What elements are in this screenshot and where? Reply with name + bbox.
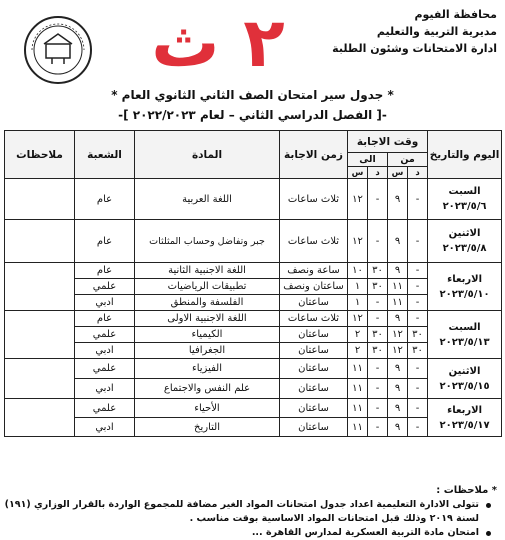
from-min-cell: - [408,220,428,263]
to-hour-cell: ١ [348,295,368,311]
to-hour-cell: ١ [348,279,368,295]
from-min-cell: - [408,418,428,437]
subject-cell: الفلسفة والمنطق [135,295,280,311]
branch-cell: علمي [75,327,135,343]
from-min-cell: - [408,399,428,418]
unit-min: د [408,167,428,179]
day-date-cell: الاثنين ٢٠٢٣/٥/٨ [428,220,502,263]
to-hour-cell: ١٠ [348,263,368,279]
subject-cell: الأحياء [135,399,280,418]
note-item [8,526,497,540]
col-answer-time: وقت الاجابة [348,131,428,153]
to-hour-cell: ١٢ [348,311,368,327]
subject-cell: علم النفس والاجتماع [135,379,280,399]
table-row [5,379,502,399]
day-date-cell: الاربعاء ٢٠٢٣/٥/١٧ [428,399,502,437]
subject-cell: جبر وتفاضل وحساب المثلثات [135,220,280,263]
from-min-cell: - [408,179,428,220]
notes-cell [5,311,75,359]
to-min-cell: - [368,359,388,379]
bullet-icon [486,531,491,536]
duration-cell: ثلاث ساعات [280,311,348,327]
page-subtitle: -[ الفصل الدراسي الثاني – لعام ٢٠٢٢/٢٠٢٣ ]- [118,108,387,122]
subject-cell: اللغة الاجنبية الاولى [135,311,280,327]
subject-cell: اللغة الاجنبية الثانية [135,263,280,279]
branch-cell: عام [75,311,135,327]
day-date-cell: السبت ٢٠٢٣/٥/٦ [428,179,502,220]
to-hour-cell: ١٢ [348,179,368,220]
duration-cell: ساعة ونصف [280,263,348,279]
notes-cell [5,179,75,220]
from-hour-cell: ٩ [388,311,408,327]
notes-cell [5,263,75,311]
notes-cell [5,399,75,437]
from-hour-cell: ٩ [388,220,408,263]
to-min-cell: ٣٠ [368,263,388,279]
table-row [5,220,502,263]
exam-schedule-table [4,130,502,437]
from-min-cell: - [408,279,428,295]
governorate-label: محافظة الفيوم [414,8,497,21]
department-label: ادارة الامتحانات وشئون الطلبة [332,42,497,55]
to-min-cell: - [368,379,388,399]
table-row [5,179,502,220]
table-row [5,359,502,379]
from-min-cell: - [408,295,428,311]
table-row [5,263,502,279]
branch-cell: عام [75,220,135,263]
from-hour-cell: ٩ [388,263,408,279]
to-hour-cell: ١١ [348,359,368,379]
to-min-cell: - [368,418,388,437]
duration-cell: ساعتان [280,399,348,418]
branch-cell: عام [75,179,135,220]
subject-cell: الفيزياء [135,359,280,379]
table-row [5,418,502,437]
from-min-cell: ٣٠ [408,327,428,343]
branch-cell: علمي [75,399,135,418]
table-row [5,343,502,359]
from-min-cell: - [408,263,428,279]
from-hour-cell: ٩ [388,399,408,418]
duration-cell: ساعتان [280,295,348,311]
col-duration: زمن الاجابة [280,131,348,179]
table-row [5,327,502,343]
branch-cell: ادبي [75,418,135,437]
to-min-cell: ٣٠ [368,327,388,343]
to-hour-cell: ١١ [348,379,368,399]
branch-cell: عام [75,263,135,279]
table-row [5,399,502,418]
to-min-cell: - [368,399,388,418]
ministry-seal-icon [22,14,94,86]
duration-cell: ساعتان [280,418,348,437]
to-hour-cell: ١٢ [348,220,368,263]
admin-header [332,6,497,57]
subject-cell: الجغرافيا [135,343,280,359]
note-text: امتحان مادة التربية العسكرية لمدارس القاهرة ... [251,527,479,538]
duration-cell: ساعتان [280,379,348,399]
unit-hour: س [348,167,368,179]
to-hour-cell: ٢ [348,343,368,359]
col-notes: ملاحظات [5,131,75,179]
subject-cell: تطبيقات الرياضيات [135,279,280,295]
from-hour-cell: ٩ [388,359,408,379]
branch-cell: ادبي [75,379,135,399]
from-hour-cell: ١٢ [388,327,408,343]
from-hour-cell: ٩ [388,418,408,437]
col-to: الى [348,153,388,167]
subject-cell: اللغة العربية [135,179,280,220]
notes-title: * ملاحظات : [436,485,497,496]
from-hour-cell: ١١ [388,279,408,295]
notes-cell [5,359,75,399]
from-hour-cell: ١٢ [388,343,408,359]
branch-cell: علمي [75,279,135,295]
from-min-cell: - [408,359,428,379]
day-date-cell: الاربعاء ٢٠٢٣/٥/١٠ [428,263,502,311]
branch-cell: ادبي [75,295,135,311]
from-hour-cell: ١١ [388,295,408,311]
note-item [4,498,497,512]
from-min-cell: ٣٠ [408,343,428,359]
note-text: تتولى الادارة التعليمية اعداد جدول امتحانات المواد الغير مضافة للمجموع الواردة بالقرار الوزاري (١٩١) [4,499,479,510]
from-min-cell: - [408,311,428,327]
to-min-cell: - [368,179,388,220]
duration-cell: ساعتان [280,359,348,379]
grade-badge [151,0,285,83]
to-min-cell: ٣٠ [368,343,388,359]
col-branch: الشعبة [75,131,135,179]
table-row [5,295,502,311]
bullet-icon [486,503,491,508]
duration-cell: ثلاث ساعات [280,220,348,263]
from-min-cell: - [408,379,428,399]
to-hour-cell: ٢ [348,327,368,343]
table-row [5,311,502,327]
note-item [8,512,497,526]
col-from: من [388,153,428,167]
day-date-cell: السبت ٢٠٢٣/٥/١٣ [428,311,502,359]
col-subject: المادة [135,131,280,179]
subject-cell: الكيمياء [135,327,280,343]
day-date-cell: الاثنين ٢٠٢٣/٥/١٥ [428,359,502,399]
from-hour-cell: ٩ [388,379,408,399]
duration-cell: ثلاث ساعات [280,179,348,220]
branch-cell: علمي [75,359,135,379]
to-min-cell: - [368,220,388,263]
duration-cell: ساعتان [280,343,348,359]
unit-min: د [368,167,388,179]
notes-section [4,484,497,540]
to-min-cell: - [368,295,388,311]
table-row [5,279,502,295]
branch-cell: ادبي [75,343,135,359]
to-min-cell: ٣٠ [368,279,388,295]
directorate-label: مديرية التربية والتعليم [376,25,497,38]
grade-badge-text: ٢ ث [151,4,285,83]
page-title: * جدول سير امتحان الصف الثاني الثانوي العام * [111,88,394,102]
to-min-cell: - [368,311,388,327]
duration-cell: ساعتان [280,327,348,343]
to-hour-cell: ١١ [348,418,368,437]
to-hour-cell: ١١ [348,399,368,418]
note-text: لسنة ٢٠١٩ وذلك قبل امتحانات المواد الاساسية بوقت مناسب . [189,513,479,524]
from-hour-cell: ٩ [388,179,408,220]
subject-cell: التاريخ [135,418,280,437]
col-day-date: اليوم والتاريخ [428,131,502,179]
notes-cell [5,220,75,263]
duration-cell: ساعتان ونصف [280,279,348,295]
unit-hour: س [388,167,408,179]
